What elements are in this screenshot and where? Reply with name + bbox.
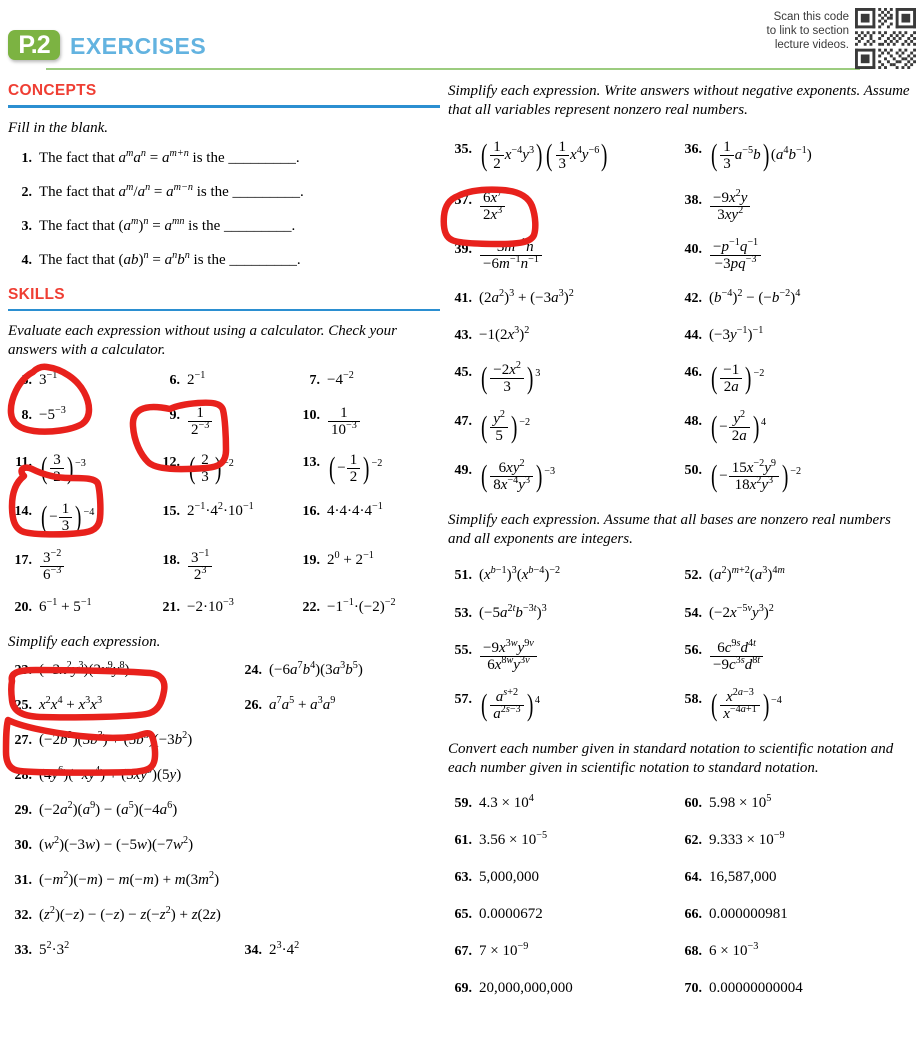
- problem-26: [238, 695, 438, 716]
- problem-number: 48.: [684, 414, 702, 429]
- problem-number: 12.: [162, 455, 180, 470]
- problem-expression: ( $\frac{2}{3}$ ) $^{-2}$: [188, 450, 234, 485]
- problem-12: [156, 452, 296, 485]
- problem-row: [448, 793, 916, 814]
- problem-expression: $\frac{-9x^{3w}y^{9v}}{6x^{8w}y^{3v}}$: [479, 640, 538, 673]
- right-instruction-2: Simplify each expression. Assume that all bases are nonzero real numbers and all exponents are integers.: [448, 512, 891, 547]
- problem-number: 35.: [454, 142, 472, 157]
- problem-number: 8.: [21, 408, 32, 423]
- header-rule: [46, 68, 860, 70]
- problem-expression: 0.0000672: [479, 906, 543, 922]
- problem-row: [8, 216, 440, 237]
- problem-number: 67.: [454, 944, 472, 959]
- problem-row: [448, 565, 916, 586]
- problem-row: [448, 867, 916, 888]
- problem-expression: ( $\frac{y^2}{5}$ ) $^{-2}$: [480, 409, 531, 444]
- problem-68: [678, 941, 914, 962]
- problem-expression: 16,587,000: [709, 869, 777, 885]
- problem-number: 19.: [302, 553, 320, 568]
- problem-number: 13.: [302, 455, 320, 470]
- problem-15: [156, 501, 296, 534]
- problem-8: [8, 405, 156, 438]
- problem-expression: $3^{-1}$: [39, 370, 58, 388]
- problem-13: [296, 452, 440, 485]
- problem-expression: $2^{-1}\cdot 4^2\cdot 10^{-1}$: [187, 501, 254, 519]
- problem-expression: $(z^2)(-z) - (-z) - z(-z^2) + z(2z)$: [39, 905, 221, 923]
- problem-31: [8, 870, 219, 891]
- problem-60: [678, 793, 914, 814]
- problem-number: 60.: [684, 796, 702, 811]
- problem-32: [8, 905, 221, 926]
- problem-number: 1.: [21, 150, 32, 166]
- problem-expression: $6^{-1} + 5^{-1}$: [39, 597, 92, 615]
- problem-expression: $(-2x^{-5v}y^3)^2$: [709, 603, 774, 621]
- problem-42: [678, 288, 914, 309]
- problem-number: 31.: [14, 873, 32, 888]
- problem-62: [678, 830, 914, 851]
- problem-number: 16.: [302, 504, 320, 519]
- problem-expression: $(-3x^2y^3)(2x^9y^8)$: [39, 660, 130, 678]
- problem-expression: $3.56 \times 10^{-5}$: [479, 830, 548, 848]
- problem-51: [448, 565, 678, 586]
- problem-20: [8, 597, 156, 618]
- problem-24: [238, 660, 438, 681]
- problem-number: 32.: [14, 908, 32, 923]
- problem-row: [8, 730, 440, 751]
- problem-expression: $(x^{b-1})^3(x^{b-4})^{-2}$: [479, 565, 561, 583]
- problem-48: [678, 411, 914, 444]
- problem-61: [448, 830, 678, 851]
- problem-row: [8, 870, 440, 891]
- problem-7: [296, 370, 440, 391]
- problem-number: 37.: [454, 193, 472, 208]
- right-column: [448, 82, 916, 1005]
- problem-number: 42.: [684, 291, 702, 306]
- problem-expression: ( $\frac{1}{3}$ $a^{-5}b$) $(a^4b^{-1})$: [710, 137, 812, 172]
- problem-number: 26.: [244, 698, 262, 713]
- problem-number: 15.: [162, 504, 180, 519]
- problem-expression: ( − $\frac{y^2}{2a}$ ) $^4$: [710, 409, 767, 444]
- problem-expression: $-4^{-2}$: [327, 370, 354, 388]
- concepts-rule: [8, 105, 440, 108]
- left-column: [8, 82, 440, 967]
- skills-heading: SKILLS: [8, 285, 65, 303]
- problem-row: [448, 640, 916, 673]
- problem-number: 3.: [21, 218, 32, 234]
- problem-expression: The fact that $(a^m)^n = a^{mn}$ is the _________.: [39, 215, 296, 234]
- problem-expression: $(-5a^{2t}b^{-3t})^3$: [479, 603, 547, 621]
- qr-code-icon[interactable]: [855, 8, 916, 69]
- problem-54: [678, 603, 914, 624]
- problem-number: 41.: [454, 291, 472, 306]
- problem-21: [156, 597, 296, 618]
- problem-row: [8, 940, 440, 961]
- page-header: [0, 0, 921, 78]
- problem-row: [448, 362, 916, 395]
- problem-46: [678, 362, 914, 395]
- problem-44: [678, 325, 914, 346]
- problem-row: [8, 250, 440, 271]
- problem-number: 22.: [302, 600, 320, 615]
- skills-rule: [8, 309, 440, 312]
- problem-row: [448, 411, 916, 444]
- problem-number: 65.: [454, 907, 472, 922]
- problem-row: [8, 405, 440, 438]
- problem-row: [8, 905, 440, 926]
- problem-50: [678, 460, 914, 493]
- problem-number: 69.: [454, 981, 472, 996]
- problem-row: [8, 765, 440, 786]
- problem-row: [448, 325, 916, 346]
- problem-38: [678, 190, 914, 223]
- problem-row: [8, 370, 440, 391]
- scan-line-3: lecture videos.: [774, 39, 849, 51]
- problem-52: [678, 565, 914, 586]
- problem-number: 46.: [684, 365, 702, 380]
- problem-expression: $5.98 \times 10^5$: [709, 793, 772, 811]
- problem-expression: $\frac{3^{-1}}{2^3}$: [187, 550, 213, 583]
- problem-56: [678, 640, 914, 673]
- problem-number: 6.: [169, 373, 180, 388]
- problem-expression: ( $\frac{a^{s+2}}{a^{2s-3}}$ ) $^4$: [480, 687, 540, 722]
- problem-number: 43.: [454, 328, 472, 343]
- problem-number: 24.: [244, 663, 262, 678]
- scan-line-1: Scan this code: [773, 11, 849, 23]
- problem-expression: $4.3 \times 10^4$: [479, 793, 534, 811]
- problem-expression: ( − $\frac{1}{2}$ ) $^{-2}$: [328, 450, 383, 485]
- section-badge: P.2: [8, 30, 60, 60]
- problem-63: [448, 867, 678, 888]
- problem-row: [448, 239, 916, 272]
- problem-57: [448, 689, 678, 722]
- problem-expression: $\frac{-9x^2y}{3xy^2}$: [709, 190, 751, 223]
- problem-expression: $2^3\cdot 4^2$: [269, 940, 300, 958]
- problem-10: [296, 405, 440, 438]
- problem-row: [448, 904, 916, 925]
- problem-row: [8, 182, 440, 203]
- skills-instruction: Evaluate each expression without using a calculator. Check your answers with a calculator.: [8, 323, 397, 358]
- problem-number: 36.: [684, 142, 702, 157]
- problem-expression: 0.00000000004: [709, 980, 803, 996]
- problem-row: [8, 800, 440, 821]
- problem-35: [448, 139, 678, 172]
- problem-number: 11.: [15, 455, 32, 470]
- problem-expression: $\frac{3^{-2}}{6^{-3}}$: [39, 550, 65, 583]
- problem-expression: $7 \times 10^{-9}$: [479, 941, 529, 959]
- problem-row: [448, 603, 916, 624]
- problem-number: 70.: [684, 981, 702, 996]
- problem-expression: $4\cdot 4\cdot 4\cdot 4^{-1}$: [327, 501, 383, 519]
- problem-expression: $a^7a^5 + a^3a^9$: [269, 695, 336, 713]
- problem-number: 4.: [21, 252, 32, 268]
- problem-number: 50.: [684, 463, 702, 478]
- problem-number: 40.: [684, 242, 702, 257]
- problem-number: 58.: [684, 692, 702, 707]
- page-title: EXERCISES: [70, 33, 207, 59]
- problem-number: 17.: [14, 553, 32, 568]
- problem-number: 55.: [454, 643, 472, 658]
- problem-row: [448, 978, 916, 999]
- problem-number: 25.: [14, 698, 32, 713]
- problem-number: 34.: [244, 943, 262, 958]
- problem-number: 57.: [454, 692, 472, 707]
- problem-number: 44.: [684, 328, 702, 343]
- problem-47: [448, 411, 678, 444]
- problem-number: 47.: [454, 414, 472, 429]
- problem-number: 68.: [684, 944, 702, 959]
- problem-number: 10.: [302, 408, 320, 423]
- problem-number: 64.: [684, 870, 702, 885]
- problem-5: [8, 370, 156, 391]
- problem-43: [448, 325, 678, 346]
- problem-expression: ( $\frac{-2x^2}{3}$ ) $^3$: [480, 360, 541, 395]
- problem-14: [8, 501, 156, 534]
- problem-1: [8, 148, 300, 169]
- problem-28: [8, 765, 181, 786]
- problem-expression: $2^{-1}$: [187, 370, 206, 388]
- problem-row: [448, 941, 916, 962]
- problem-39: [448, 239, 678, 272]
- problem-41: [448, 288, 678, 309]
- problem-expression: $(b^{-4})^2 - (-b^{-2})^4$: [709, 288, 801, 306]
- problem-number: 20.: [14, 600, 32, 615]
- problem-number: 18.: [162, 553, 180, 568]
- problem-40: [678, 239, 914, 272]
- problem-27: [8, 730, 192, 751]
- problem-expression: ( − $\frac{15x^{-2}y^9}{18x^2y^3}$ ) $^{-2}$: [710, 458, 802, 493]
- problem-expression: $(2a^2)^3 + (-3a^3)^2$: [479, 288, 574, 306]
- problem-expression: The fact that $a^m/a^n = a^{m-n}$ is the _________.: [39, 181, 304, 200]
- problem-expression: $(a^2)^{m+2}(a^3)^{4m}$: [709, 565, 785, 583]
- problem-37: [448, 190, 678, 223]
- problem-64: [678, 867, 914, 888]
- problem-row: [8, 695, 440, 716]
- problem-66: [678, 904, 914, 925]
- problem-expression: $(-3y^{-1})^{-1}$: [709, 325, 764, 343]
- problem-row: [448, 830, 916, 851]
- problem-expression: $5^2\cdot 3^2$: [39, 940, 70, 958]
- right-instruction-1: Simplify each expression. Write answers without negative exponents. Assume that all variables represent nonzero real numbers.: [448, 83, 910, 118]
- problem-row: [448, 288, 916, 309]
- problem-expression: $9.333 \times 10^{-9}$: [709, 830, 785, 848]
- problem-22: [296, 597, 440, 618]
- problem-number: 59.: [454, 796, 472, 811]
- problem-expression: ( $\frac{6xy^2}{8x^{-4}y^3}$ ) $^{-3}$: [480, 458, 556, 493]
- problem-number: 61.: [454, 833, 472, 848]
- problem-34: [238, 940, 438, 961]
- problem-expression: 5,000,000: [479, 869, 539, 885]
- concepts-instruction: Fill in the blank.: [8, 119, 108, 136]
- problem-expression: $\frac{6x^7}{2x^3}$: [479, 190, 506, 223]
- problem-number: 45.: [454, 365, 472, 380]
- problem-23: [8, 660, 238, 681]
- problem-expression: $x^2x^4 + x^3x^3$: [39, 695, 103, 713]
- problem-expression: The fact that $a^ma^n = a^{m+n}$ is the _________.: [39, 147, 300, 166]
- problem-row: [448, 190, 916, 223]
- problem-3: [8, 216, 295, 237]
- problem-59: [448, 793, 678, 814]
- problem-expression: 20,000,000,000: [479, 980, 573, 996]
- problem-expression: ( $\frac{1}{2}$ $x^{-4}y^3$) ( $\frac{1}{3}$ $x^4y^{-6}$): [480, 137, 608, 172]
- problem-30: [8, 835, 193, 856]
- problem-number: 49.: [454, 463, 472, 478]
- problem-expression: The fact that $(ab)^n = a^nb^n$ is the _________.: [39, 249, 301, 268]
- problem-17: [8, 550, 156, 583]
- problem-expression: $\frac{1}{10^{-3}}$: [327, 405, 361, 438]
- problem-number: 21.: [162, 600, 180, 615]
- problem-expression: $6 \times 10^{-3}$: [709, 941, 759, 959]
- problem-18: [156, 550, 296, 583]
- problem-number: 28.: [14, 768, 32, 783]
- problem-6: [156, 370, 296, 391]
- problem-number: 38.: [684, 193, 702, 208]
- problem-expression: $(4y^6)(-xy^4) + (3xy^9)(5y)$: [39, 765, 182, 783]
- problem-row: [8, 660, 440, 681]
- problem-number: 5.: [21, 373, 32, 388]
- problem-row: [448, 139, 916, 172]
- problem-row: [448, 689, 916, 722]
- problem-45: [448, 362, 678, 395]
- problem-9: [156, 405, 296, 438]
- problem-row: [8, 597, 440, 618]
- problem-number: 9.: [169, 408, 180, 423]
- problem-number: 33.: [14, 943, 32, 958]
- problem-4: [8, 250, 301, 271]
- problem-number: 14.: [14, 504, 32, 519]
- problem-19: [296, 550, 440, 583]
- problem-16: [296, 501, 440, 534]
- problem-expression: $2^0 + 2^{-1}$: [327, 550, 374, 568]
- problem-49: [448, 460, 678, 493]
- problem-number: 62.: [684, 833, 702, 848]
- problem-number: 51.: [454, 568, 472, 583]
- problem-36: [678, 139, 914, 172]
- problem-58: [678, 689, 914, 722]
- problem-11: [8, 452, 156, 485]
- problem-expression: $(-m^2)(-m) - m(-m) + m(3m^2)$: [39, 870, 220, 888]
- problem-29: [8, 800, 177, 821]
- problem-65: [448, 904, 678, 925]
- problem-number: 54.: [684, 606, 702, 621]
- problem-expression: ( $\frac{-1}{2a}$ ) $^{-2}$: [710, 360, 765, 395]
- problem-expression: $-2\cdot 10^{-3}$: [187, 597, 234, 615]
- problem-expression: $(w^2)(-3w) - (-5w)(-7w^2)$: [39, 835, 194, 853]
- problem-row: [8, 148, 440, 169]
- problem-number: 66.: [684, 907, 702, 922]
- problem-row: [8, 550, 440, 583]
- problem-number: 53.: [454, 606, 472, 621]
- problem-number: 39.: [454, 242, 472, 257]
- problem-expression: $\frac{-p^{-1}q^{-1}}{-3pq^{-3}}$: [709, 239, 762, 272]
- problem-55: [448, 640, 678, 673]
- problem-number: 2.: [21, 184, 32, 200]
- problem-expression: $-5^{-3}$: [39, 405, 66, 423]
- problem-row: [8, 835, 440, 856]
- simplify-instruction: Simplify each expression.: [8, 634, 161, 650]
- problem-expression: ( $\frac{x^{2a-3}}{x^{-4a+1}}$ ) $^{-4}$: [710, 687, 782, 722]
- problem-expression: $\frac{6c^{9s}d^{4t}}{-9c^{3s}d^{8t}}$: [709, 640, 764, 673]
- problem-number: 27.: [14, 733, 32, 748]
- problem-expression: $(-2b^2)(3b^3) + (5b^3)(-3b^2)$: [39, 730, 193, 748]
- problem-row: [8, 501, 440, 534]
- problem-67: [448, 941, 678, 962]
- problem-53: [448, 603, 678, 624]
- problem-number: 30.: [14, 838, 32, 853]
- problem-25: [8, 695, 238, 716]
- scan-line-2: to link to section: [766, 25, 849, 37]
- scan-instruction: [709, 10, 849, 52]
- problem-expression: $\frac{1}{2^{-3}}$: [187, 405, 213, 438]
- problem-70: [678, 978, 914, 999]
- problem-row: [448, 460, 916, 493]
- problem-expression: $\frac{-3m^{-1}n}{-6m^{-1}n^{-1}}$: [479, 239, 543, 272]
- problem-expression: 0.000000981: [709, 906, 788, 922]
- problem-number: 29.: [14, 803, 32, 818]
- problem-number: 63.: [454, 870, 472, 885]
- problem-row: [8, 452, 440, 485]
- problem-expression: $-1(2x^3)^2$: [479, 325, 530, 343]
- problem-expression: ( − $\frac{1}{3}$ ) $^{-4}$: [40, 499, 95, 534]
- problem-number: 7.: [309, 373, 320, 388]
- problem-number: 56.: [684, 643, 702, 658]
- problem-expression: $(-6a^7b^4)(3a^3b^5)$: [269, 660, 363, 678]
- concepts-heading: CONCEPTS: [8, 82, 97, 99]
- right-instruction-3: Convert each number given in standard notation to scientific notation and each number given in scientific notation to standard notation.: [448, 741, 894, 776]
- problem-expression: $-1^{-1}\cdot(-2)^{-2}$: [327, 597, 396, 615]
- problem-69: [448, 978, 678, 999]
- problem-2: [8, 182, 304, 203]
- problem-expression: $(-2a^2)(a^9) - (a^5)(-4a^6)$: [39, 800, 178, 818]
- problem-number: 52.: [684, 568, 702, 583]
- problem-expression: ( $\frac{3}{2}$ ) $^{-3}$: [40, 450, 86, 485]
- problem-number: 23.: [14, 663, 32, 678]
- problem-33: [8, 940, 238, 961]
